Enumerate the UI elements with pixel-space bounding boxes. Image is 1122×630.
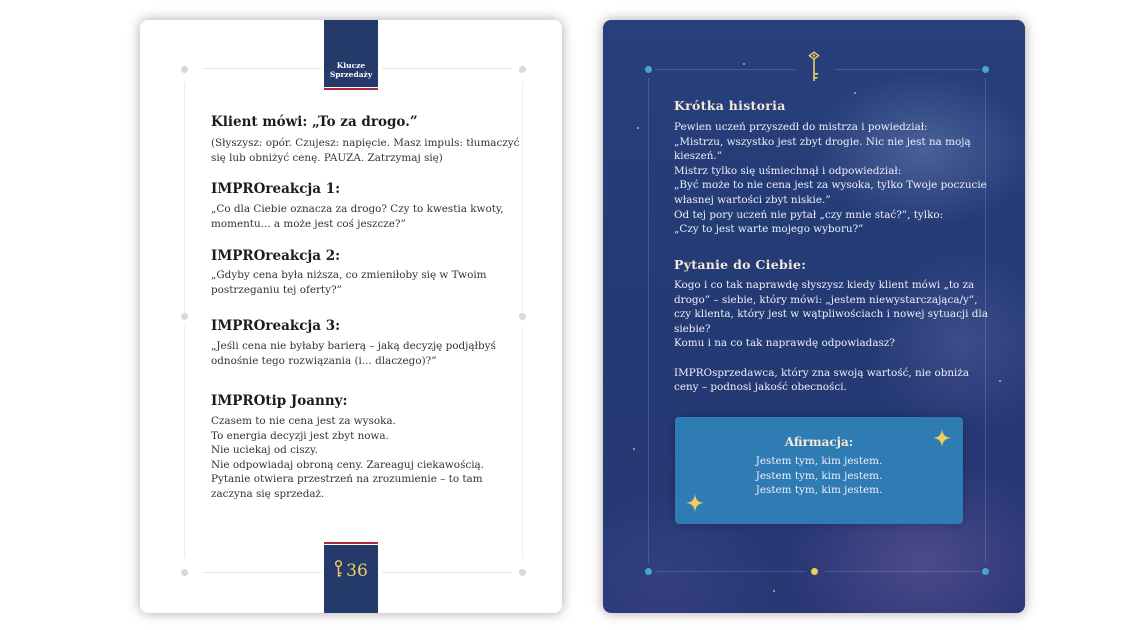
background-star	[773, 590, 775, 592]
body-line: ceny – podnosi jakość obecności.	[674, 381, 847, 394]
frame-dot	[645, 66, 652, 73]
section-heading: Klient mówi: „To za drogo.”	[211, 114, 418, 130]
frame-line	[522, 82, 523, 314]
ribbon-title-line: Sprzedaży	[329, 70, 373, 79]
frame-line	[985, 78, 986, 563]
section-heading: IMPROreakcja 3:	[211, 318, 341, 334]
body-line: kieszeń.”	[674, 150, 723, 163]
frame-dot	[181, 569, 188, 576]
frame-line	[835, 69, 980, 70]
section-body	[211, 202, 504, 231]
body-line: drogo” – siebie, który mówi: „jestem niewystarczająca/y”,	[674, 293, 978, 306]
body-line: zaczyna się sprzedaż.	[211, 487, 325, 500]
body-line: czy klienta, który jest w wątpliwościach i nowej sytuacji dla	[674, 308, 988, 321]
card-back	[603, 20, 1025, 613]
body-line: To energia decyzji jest zbyt nowa.	[211, 429, 389, 442]
body-line: się lub obniżyć cenę. PAUZA. Zatrzymaj się)	[211, 151, 443, 164]
body-line: odnośnie tego rozwiązania (i... dlaczego)?”	[211, 354, 437, 367]
section-body	[211, 339, 501, 368]
affirmation-title: Afirmacja:	[784, 435, 854, 449]
card-front	[140, 20, 562, 613]
frame-dot	[519, 66, 526, 73]
body-line: „Gdyby cena była niższa, co zmieniłoby się w Twoim	[211, 269, 487, 281]
background-star	[743, 63, 745, 65]
frame-line	[655, 69, 795, 70]
affirmation-text	[675, 454, 963, 498]
body-line: „Czy to jest warte mojego wyboru?”	[674, 223, 864, 236]
question-body	[674, 278, 988, 395]
frame-dot	[811, 568, 818, 575]
frame-dot	[519, 569, 526, 576]
frame-dot	[181, 313, 188, 320]
body-line: Od tej pory uczeń nie pytał „czy mnie stać?”, tylko:	[674, 208, 944, 221]
body-line	[674, 351, 964, 366]
frame-line	[202, 68, 322, 69]
frame-line	[202, 572, 322, 573]
frame-line	[382, 572, 512, 573]
frame-dot	[181, 66, 188, 73]
frame-dot	[982, 568, 989, 575]
story-body	[674, 120, 987, 237]
background-star	[999, 380, 1001, 382]
body-line: momentu... a może jest coś jeszcze?”	[211, 217, 406, 230]
body-line: Komu i na co tak naprawdę odpowiadasz?	[674, 337, 895, 350]
sparkle-icon	[933, 429, 951, 451]
body-line: „Mistrzu, wszystko jest zbyt drogie. Nic nie jest na moją	[674, 135, 971, 148]
body-line: Pewien uczeń przyszedł do mistrza i powiedział:	[674, 121, 928, 133]
sparkle-icon	[686, 494, 704, 516]
background-star	[637, 127, 639, 129]
frame-line	[184, 326, 185, 558]
section-heading: IMPROtip Joanny:	[211, 393, 348, 409]
body-line: Kogo i co tak naprawdę słyszysz kiedy klient mówi „to za	[674, 279, 975, 291]
frame-dot	[645, 568, 652, 575]
page-number: 36	[346, 561, 368, 581]
body-line: Nie uciekaj od ciszy.	[211, 444, 318, 457]
body-line: (Słyszysz: opór. Czujesz: napięcie. Masz impuls: tłumaczyć	[211, 137, 520, 149]
body-line: IMPROsprzedawca, który zna swoją wartość, nie obniża	[674, 366, 970, 379]
frame-line	[655, 571, 805, 572]
body-line: Mistrz tylko się uśmiechnął i odpowiedział:	[674, 164, 902, 177]
body-line: własnej wartości zbyt niskie.”	[674, 193, 831, 206]
section-heading: IMPROreakcja 2:	[211, 248, 341, 264]
body-line: „Być może to nie cena jest za wysoka, tylko Twoje poczucie	[674, 179, 987, 192]
affirmation-line: Jestem tym, kim jestem.	[755, 484, 883, 497]
body-line: „Co dla Ciebie oznacza za drogo? Czy to kwestia kwoty,	[211, 203, 504, 215]
ribbon-stripe	[324, 88, 378, 90]
story-heading: Krótka historia	[674, 98, 786, 113]
ribbon-title-line: Klucze	[336, 61, 366, 70]
body-line: Pytanie otwiera przestrzeń na zrozumienie – to tam	[211, 473, 483, 486]
ribbon-title	[324, 61, 378, 79]
section-body	[211, 414, 501, 502]
page-number-group	[324, 560, 378, 582]
background-star	[633, 448, 635, 450]
background-star	[854, 92, 856, 94]
body-line: „Jeśli cena nie byłaby barierą – jaką decyzję podjąłbyś	[211, 340, 496, 352]
affirmation-line: Jestem tym, kim jestem.	[755, 455, 883, 467]
frame-line	[184, 82, 185, 314]
frame-line	[382, 68, 512, 69]
affirmation-line: Jestem tym, kim jestem.	[755, 469, 883, 482]
frame-dot	[519, 313, 526, 320]
frame-dot	[982, 66, 989, 73]
affirmation-box	[675, 417, 963, 524]
bottom-ribbon	[324, 542, 378, 613]
frame-line	[648, 78, 649, 563]
body-line: Czasem to nie cena jest za wysoka.	[211, 415, 396, 427]
top-ribbon	[324, 20, 378, 90]
body-line: siebie?	[674, 322, 711, 335]
key-icon	[807, 51, 821, 87]
question-heading: Pytanie do Ciebie:	[674, 257, 807, 272]
frame-line	[825, 571, 980, 572]
section-heading: IMPROreakcja 1:	[211, 181, 341, 197]
key-icon	[334, 560, 343, 582]
frame-line	[522, 326, 523, 558]
section-body	[211, 268, 501, 297]
ribbon-stripe	[324, 544, 378, 545]
body-line: Nie odpowiadaj obroną ceny. Zareaguj ciekawością.	[211, 458, 485, 471]
body-line: postrzeganiu tej oferty?”	[211, 283, 342, 296]
section-body	[211, 136, 520, 165]
